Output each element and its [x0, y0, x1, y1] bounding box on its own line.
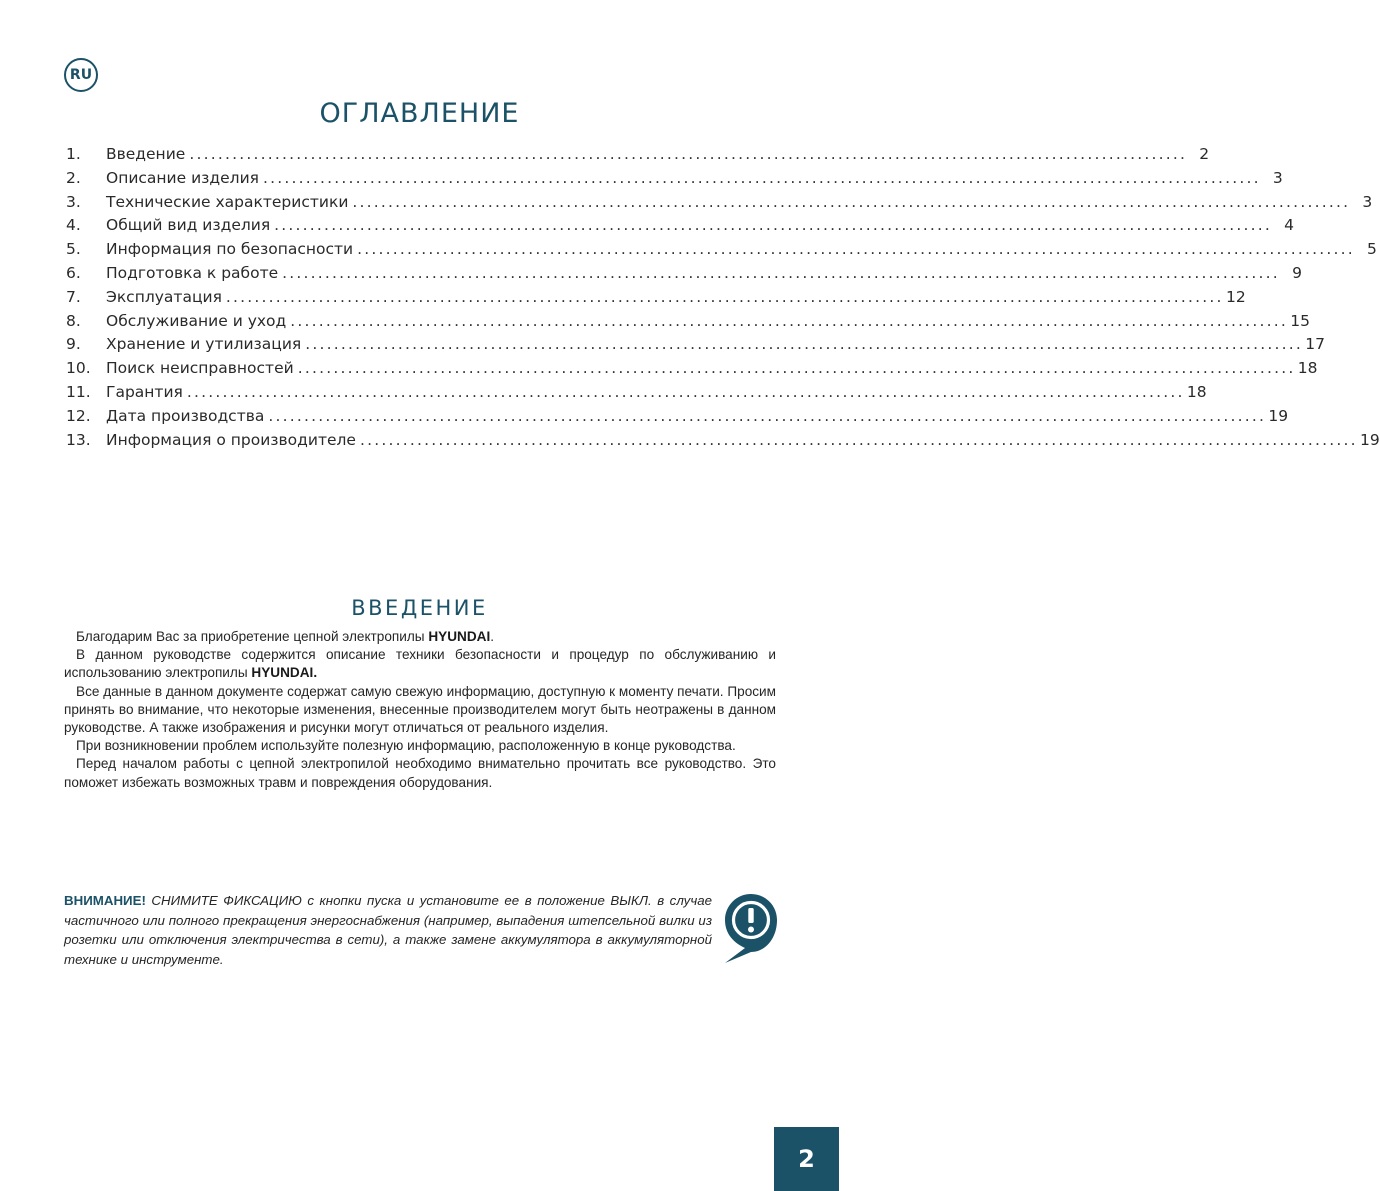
toc-item-page: 3 [1362, 192, 1373, 211]
toc-item-page: 9 [1292, 263, 1302, 282]
intro-paragraph-3: Все данные в данном документе содержат самую свежую информацию, доступную к моменту печати. Просим принять во внимание, что некоторые изменения, внесенные производителем могут быть неотражены в данном руководстве. А также изображения и рисунки могут отличаться от реального изделия. [64, 683, 776, 736]
toc-item-number: 11. [66, 382, 91, 401]
toc-item-number: 5. [66, 240, 81, 259]
toc-item-number: 9. [66, 335, 81, 354]
intro-paragraph-5: Перед началом работы с цепной электропилой необходимо внимательно прочитать все руководство. Это поможет избежать возможных травм и повреждения оборудования. [64, 756, 776, 790]
toc-dot-leader: ............................................................................................................................................ [357, 240, 1355, 259]
toc-item[interactable] [66, 406, 1289, 431]
toc-item[interactable] [66, 335, 1326, 359]
toc-item[interactable] [66, 240, 1377, 264]
toc-dot-leader: ............................................................................................................................................ [262, 168, 1261, 187]
toc-item[interactable] [66, 311, 1311, 336]
toc-item[interactable] [66, 382, 1207, 407]
toc-dot-leader: ............................................................................................................................................ [189, 145, 1188, 163]
toc-item-label: Обслуживание и уход [106, 311, 287, 330]
intro-paragraph-1: Благодарим Вас за приобретение цепной электропилы HYUNDAI. [76, 629, 495, 644]
toc-dot-leader: ............................................................................................................................................ [290, 311, 1289, 330]
toc-item-page: 18 [1186, 382, 1207, 401]
toc-item-page: 2 [1199, 145, 1210, 163]
intro-title: ВВЕДЕНИЕ [351, 596, 488, 620]
toc-item-number: 4. [66, 216, 81, 235]
toc-dot-leader: ............................................................................................................................................ [305, 335, 1304, 354]
toc-dot-leader: ............................................................................................................................................ [225, 287, 1224, 306]
toc-item-page: 17 [1305, 335, 1326, 354]
toc-item[interactable] [66, 359, 1318, 383]
toc-item-page: 18 [1297, 359, 1318, 378]
toc-item-number: 7. [66, 287, 81, 306]
toc-item-label: Хранение и утилизация [106, 335, 302, 354]
warning-label: ВНИМАНИЕ! [64, 893, 146, 908]
toc-item-label: Общий вид изделия [106, 216, 271, 235]
toc-item[interactable] [66, 430, 1380, 455]
toc-item-number: 10. [66, 359, 91, 378]
toc-item[interactable] [66, 145, 1210, 169]
intro-paragraph-2: В данном руководстве содержится описание техники безопасности и процедур по обслуживанию и использованию электропилы HYUNDAI. [64, 647, 776, 681]
brand-name: HYUNDAI [428, 629, 491, 644]
toc-item-page: 3 [1272, 168, 1283, 187]
toc-dot-leader: ............................................................................................................................................ [352, 192, 1351, 211]
toc-item-label: Гарантия [106, 382, 183, 401]
table-of-contents [66, 145, 1380, 454]
toc-item-label: Эксплуатация [106, 287, 222, 306]
toc-item-number: 3. [66, 192, 81, 211]
toc-item-page: 4 [1284, 216, 1294, 235]
toc-item-label: Информация по безопасности [106, 240, 354, 259]
warning-notice [64, 891, 712, 969]
toc-item[interactable] [66, 216, 1294, 240]
toc-dot-leader: ............................................................................................................................................ [268, 406, 1267, 425]
toc-item-number: 6. [66, 263, 81, 282]
toc-item-label: Описание изделия [106, 168, 259, 187]
toc-item-page: 12 [1225, 287, 1246, 306]
toc-item-label: Информация о производителе [106, 430, 356, 449]
toc-item-number: 8. [66, 311, 81, 330]
toc-item-label: Подготовка к работе [106, 263, 279, 282]
toc-dot-leader: ............................................................................................................................................ [297, 359, 1296, 378]
toc-item-number: 1. [66, 145, 81, 163]
toc-item-number: 13. [66, 430, 91, 449]
toc-item-page: 19 [1360, 430, 1380, 449]
toc-item[interactable] [66, 263, 1302, 288]
toc-dot-leader: ............................................................................................................................................ [359, 430, 1358, 449]
toc-item[interactable] [66, 192, 1373, 217]
toc-item-number: 2. [66, 168, 81, 187]
toc-dot-leader: ............................................................................................................................................ [282, 263, 1280, 282]
toc-dot-leader: ............................................................................................................................................ [274, 216, 1272, 235]
intro-paragraph-4: При возникновении проблем используйте полезную информацию, расположенную в конце руководства. [76, 738, 736, 754]
brand-name: HYUNDAI. [251, 665, 318, 681]
toc-item-label: Дата производства [106, 406, 265, 425]
warning-text: СНИМИТЕ ФИКСАЦИЮ с кнопки пуска и установите ее в положение ВЫКЛ. в случае частичного или полного прекращения энергоснабжения (например, выпадения штепсельной вилки из розетки или отключения электричества в сети), а также замене аккумулятора в аккумуляторной технике и инструменте. [64, 893, 712, 967]
toc-item-label: Введение [106, 145, 186, 163]
page-number: 2 [774, 1127, 839, 1191]
intro-text [64, 628, 776, 792]
toc-dot-leader: ............................................................................................................................................ [186, 382, 1185, 401]
exclamation-pin-icon [724, 892, 778, 964]
toc-item-page: 19 [1268, 406, 1289, 425]
toc-item-label: Поиск неисправностей [106, 359, 294, 378]
language-badge: RU [64, 58, 98, 92]
toc-item-page: 15 [1290, 311, 1311, 330]
toc-item-page: 5 [1367, 240, 1377, 259]
toc-item-number: 12. [66, 406, 91, 425]
toc-item[interactable] [66, 287, 1246, 312]
toc-item-label: Технические характеристики [106, 192, 349, 211]
toc-title: ОГЛАВЛЕНИЕ [319, 98, 520, 129]
toc-item[interactable] [66, 168, 1283, 193]
